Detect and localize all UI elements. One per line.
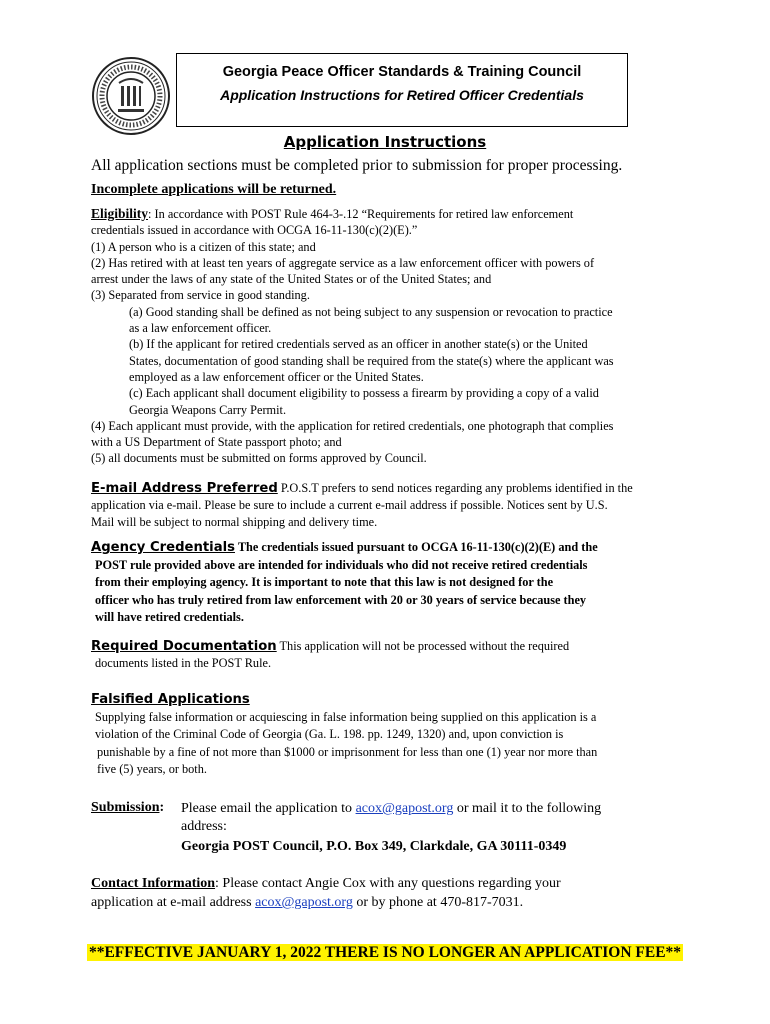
mailing-address: Georgia POST Council, P.O. Box 349, Clarkdale, GA 30111-0349 <box>181 839 567 854</box>
eligibility-subline: Georgia Weapons Carry Permit. <box>129 402 287 417</box>
contact-text: or by phone at 470-817-7031. <box>352 895 524 910</box>
falsified-label: Falsified Applications <box>91 692 250 707</box>
eligibility-line: (5) all documents must be submitted on forms approved by Council. <box>91 451 427 466</box>
contact-email-link[interactable]: acox@gapost.org <box>255 895 353 910</box>
eligibility-subline: (b) If the applicant for retired credentials served as an officer in another state(s) or the United <box>129 337 588 352</box>
submission-text-before: Please email the application to <box>181 801 356 816</box>
agency-line: from their employing agency. It is important to note that this law is not designed for the <box>95 575 554 589</box>
agency-line: officer who has truly retired from law enforcement with 20 or 30 years of service because they <box>95 592 587 607</box>
submission-address-label: address: <box>181 819 227 834</box>
eligibility-line: (1) A person who is a citizen of this state; and <box>91 239 316 254</box>
falsified-line: violation of the Criminal Code of Georgia (Ga. L. 198. pp. 1249, 1320) and, upon conviction is <box>95 727 564 741</box>
eligibility-subline: (a) Good standing shall be defined as not being subject to any suspension or revocation to practice <box>129 304 613 319</box>
email-line: Mail will be subject to normal shipping and delivery time. <box>91 514 378 529</box>
submission-colon: : <box>159 800 165 815</box>
organization-name: Georgia Peace Officer Standards & Training Council <box>222 64 582 80</box>
email-section <box>91 480 691 530</box>
eligibility-line: credentials issued in accordance with OCGA 16-11-130(c)(2)(E).” <box>91 223 418 238</box>
contact-text: application at e-mail address <box>91 895 256 910</box>
required-docs-line: documents listed in the POST Rule. <box>95 656 272 670</box>
fee-notice: **EFFECTIVE JANUARY 1, 2022 THERE IS NO LONGER AN APPLICATION FEE** <box>88 944 682 961</box>
falsified-line: punishable by a fine of not more than $1000 or imprisonment for less than one (1) year nor more than <box>97 744 598 759</box>
falsified-section <box>91 691 691 779</box>
fee-notice-wrap <box>0 944 770 962</box>
eligibility-line: (3) Separated from service in good standing. <box>91 288 310 303</box>
eligibility-subline: as a law enforcement officer. <box>129 321 272 336</box>
agency-line: POST rule provided above are intended for individuals who did not receive retired credentials <box>95 557 588 572</box>
eligibility-subline: (c) Each applicant shall document eligibility to possess a firearm by providing a copy of a valid <box>129 386 599 401</box>
email-line: application via e-mail. Please be sure to include a current e-mail address if possible. Notices sent by U.S. <box>91 498 608 513</box>
eligibility-line: with a US Department of State passport photo; and <box>91 435 342 450</box>
eligibility-line: (4) Each applicant must provide, with the application for retired credentials, one photograph that complies <box>91 418 614 433</box>
contact-label: Contact Information <box>91 876 216 891</box>
contact-section <box>91 874 691 912</box>
eligibility-line: (2) Has retired with at least ten years of aggregate service as a law enforcement officer with powers of <box>91 255 595 270</box>
eligibility-line: : In accordance with POST Rule 464-3-.12 “Requirements for retired law enforcement <box>148 207 574 221</box>
submission-label: Submission <box>91 800 160 815</box>
required-docs-label: Required Documentation <box>91 639 277 654</box>
submission-label-wrap <box>91 800 164 816</box>
eligibility-line: arrest under the laws of any state of the United States or of the United States; and <box>91 272 492 287</box>
eligibility-subline: States, documentation of good standing shall be required from the state(s) where the applicant was <box>129 353 614 368</box>
required-docs-section <box>91 638 691 672</box>
agency-label: Agency Credentials <box>91 540 235 555</box>
agency-line: will have retired credentials. <box>95 610 244 624</box>
agency-section <box>91 539 691 627</box>
eligibility-section <box>91 206 691 467</box>
intro-text: All application sections must be completed prior to submission for proper processing. <box>91 157 623 174</box>
incomplete-warning: Incomplete applications will be returned. <box>91 182 337 197</box>
submission-email-link[interactable]: acox@gapost.org <box>355 801 454 816</box>
agency-line: The credentials issued pursuant to OCGA 16-11-130(c)(2)(E) and the <box>234 540 598 554</box>
falsified-line: five (5) years, or both. <box>97 762 207 776</box>
document-subtitle: Application Instructions for Retired Officer Credentials <box>220 87 584 103</box>
falsified-line: Supplying false information or acquiescing in false information being supplied on this application is a <box>95 709 597 724</box>
eligibility-label: Eligibility <box>91 206 149 221</box>
page-title: Application Instructions <box>283 133 487 151</box>
submission-text <box>181 800 661 856</box>
georgia-post-seal-icon <box>91 56 171 136</box>
required-docs-line: This application will not be processed without the required <box>276 639 570 653</box>
email-label: E-mail Address Preferred <box>91 481 278 496</box>
submission-text-after: or mail it to the following <box>453 801 602 816</box>
eligibility-subline: employed as a law enforcement officer or the United States. <box>129 369 424 384</box>
email-line: P.O.S.T prefers to send notices regarding any problems identified in the <box>277 481 633 495</box>
contact-text: : Please contact Angie Cox with any questions regarding your <box>215 876 561 891</box>
